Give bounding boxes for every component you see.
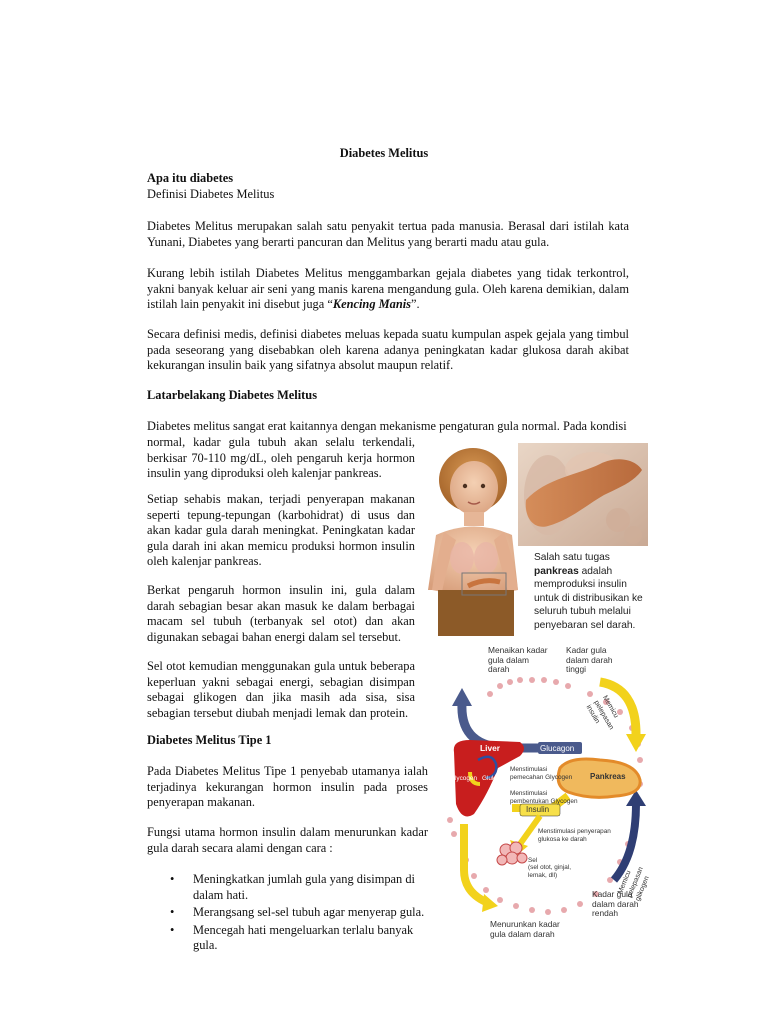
- paragraph-definisi-2: [147, 266, 629, 313]
- paragraph-definisi-3: Secara definisi medis, definisi diabetes meluas kepada suatu kumpulan aspek gejala yang timbul pada seseorang yang disebabkan oleh karena adanya peningkatan kadar glukosa darah akibat kekurangan insulin baik yang sifatnya absolut maupun relatif.: [147, 327, 629, 373]
- caption-text: Salah satu tugas: [534, 552, 610, 563]
- label-trigger-insulin: Memicu pelepasan insulin: [584, 694, 620, 731]
- figure-caption-pankreas: [534, 551, 650, 633]
- paragraph-tipe1-1: Pada Diabetes Melitus Tipe 1 penyebab utamanya ialah terjadinya kekurangan hormon insulin pada proses penyerapan makanan.: [147, 764, 428, 810]
- label-trigger-glycogen: Memicu pelepasan glikogen: [616, 866, 651, 903]
- section-heading-latarbelakang: Latarbelakang Diabetes Melitus: [147, 388, 318, 402]
- paragraph-text: Kurang lebih istilah Diabetes Melitus menggambarkan gejala diabetes yang tidak terkontrol, yakni banyak keluar air seni yang manis karena mengandung gula. Oleh karena demikian, dalam istilah lain penyakit ini disebut juga “: [147, 266, 629, 312]
- list-item-text: Merangsang sel-sel tubuh agar menyerap gula.: [193, 905, 425, 920]
- paragraph-latar-2: Setiap sehabis makan, terjadi penyerapan makanan seperti tepung-tepungan (karbohidrat) di usus dan akan kadar gula darah meningkat. Peningkatan kadar gula darah ini akan memicu produksi hormon insulin oleh kalenjar pankreas.: [147, 492, 415, 569]
- label-lower-sugar: Menurunkan kadar gula dalam darah: [490, 919, 560, 939]
- paragraph-text-end: ”.: [410, 297, 420, 312]
- bullet-icon: •: [170, 922, 175, 937]
- label-insulin: Insulin: [526, 805, 550, 814]
- label-high-sugar: Kadar gula dalam darah tinggi: [566, 645, 613, 675]
- list-item-text: Mencegah hati mengeluarkan terlalu banyak gula.: [193, 922, 414, 953]
- label-pankreas: Pankreas: [590, 772, 626, 781]
- list-item: [147, 905, 428, 921]
- label-stim-breakdown: Menstimulasi pemecahan Glycogen: [510, 766, 573, 781]
- label-glycogen: Glycogen: [450, 775, 477, 782]
- label-raise-sugar: Menaikan kadar gula dalam darah: [488, 645, 548, 675]
- label-glukosa: Glukosa: [482, 775, 506, 782]
- bullet-list-insulin: [147, 872, 428, 956]
- paragraph-definisi-1: Diabetes Melitus merupakan salah satu penyakit tertua pada manusia. Berasal dari istilah kata Yunani, Diabetes yang berarti pancuran dan Melitus yang berarti madu atau gula.: [147, 219, 629, 249]
- label-sel: Sel: [528, 857, 538, 864]
- bullet-icon: •: [170, 905, 175, 920]
- list-item: [147, 923, 428, 954]
- label-sel-detail: (sel otot, ginjal, lemak, dll): [528, 864, 571, 879]
- section-heading-apa-itu: Apa itu diabetes: [147, 171, 234, 185]
- label-low-sugar: Kadar gula dalam darah rendah: [592, 889, 639, 919]
- list-item: [147, 872, 428, 903]
- paragraph-latar-1-line: Diabetes melitus sangat erat kaitannya dengan mekanisme pengaturan gula normal. Pada kondisi: [147, 419, 627, 433]
- emphasis-kencing-manis: Kencing Manis: [332, 297, 411, 312]
- caption-bold: pankreas: [534, 565, 579, 577]
- figure-glucose-regulation: [440, 644, 650, 954]
- paragraph-tipe1-2: Fungsi utama hormon insulin dalam menurunkan kadar gula darah secara alami dengan cara :: [147, 825, 428, 855]
- label-stim-absorb: Menstimulasi penyerapan glukosa ke darah: [538, 828, 611, 843]
- label-glucagon: Glucagon: [540, 744, 575, 753]
- page-title: Diabetes Melitus: [339, 146, 429, 160]
- caption-text-end: adalah memproduksi insulin untuk di distribusikan ke seluruh tubuh melalui penyebaran sel darah.: [534, 565, 643, 631]
- section-subheading-definisi: Definisi Diabetes Melitus: [147, 187, 275, 201]
- paragraph-latar-1-rest: normal, kadar gula tubuh akan selalu terkendali, berkisar 70-110 mg/dL, oleh pengaruh kerja hormon insulin yang diproduksi oleh kalenjar pankreas.: [147, 435, 415, 481]
- paragraph-latar-4: Sel otot kemudian menggunakan gula untuk beberapa keperluan yakni sebagai energi, sebagian disimpan sebagai glikogen dan jika masih ada sisa, sisa sebagian tersebut diubah menjadi lemak dan protein.: [147, 659, 415, 720]
- section-heading-tipe-1: Diabetes Melitus Tipe 1: [147, 733, 272, 747]
- child-face: [450, 461, 498, 515]
- bullet-icon: •: [170, 872, 175, 886]
- paragraph-latar-3: Berkat pengaruh hormon insulin ini, gula dalam darah sebagian besar akan masuk ke dalam berbagai macam sel tubuh (terbanyak sel otot) dan akan digunakan sebagai bahan energi dalam sel tersebut.: [147, 583, 415, 644]
- label-stim-formation: Menstimulasi pembentukan Glycogen: [510, 790, 578, 805]
- list-item-text: Meningkatkan jumlah gula yang disimpan di dalam hati.: [193, 872, 415, 902]
- label-liver: Liver: [480, 743, 501, 753]
